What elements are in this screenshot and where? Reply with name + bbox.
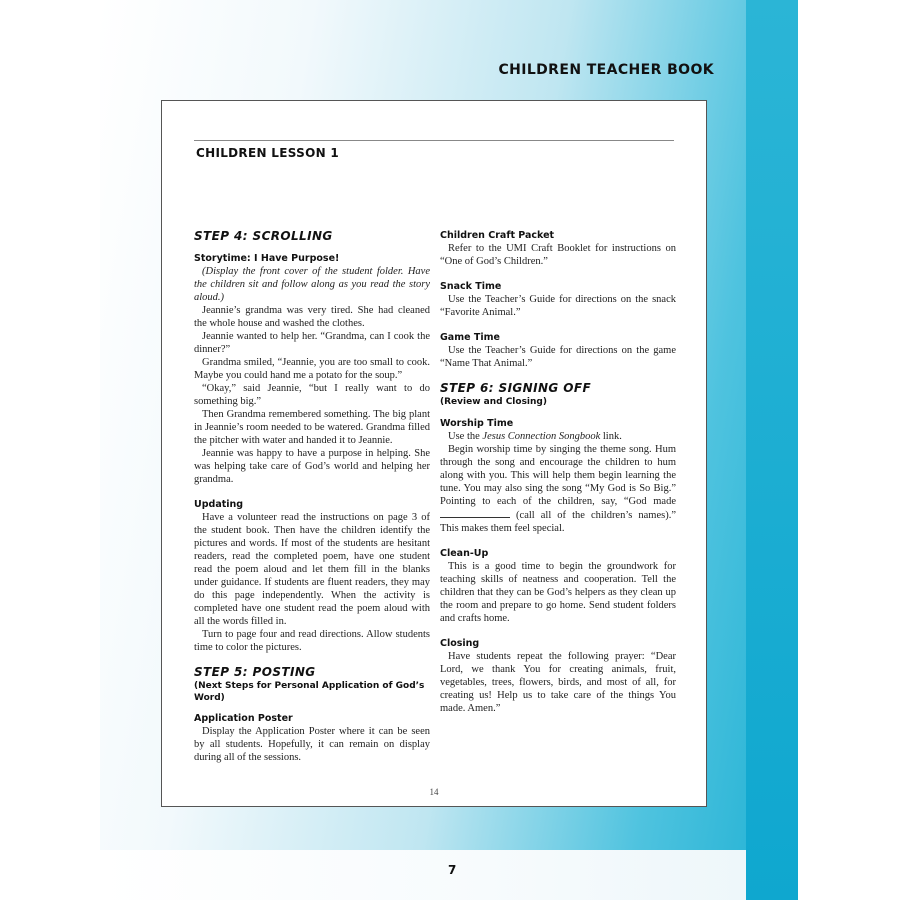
storytime-heading: Storytime: I Have Purpose! bbox=[194, 253, 340, 264]
story-paragraph: (Display the front cover of the student folder. Have the children sit and follow along as you read the story aloud.) bbox=[194, 266, 430, 303]
left-column bbox=[194, 229, 430, 764]
story-paragraph: Grandma smiled, “Jeannie, you are too small to cook. Maybe you could hand me a potato for the soup.” bbox=[194, 357, 430, 381]
story-paragraph: Jeannie’s grandma was very tired. She had cleaned the whole house and washed the clothes. bbox=[194, 305, 430, 329]
closing-heading: Closing bbox=[440, 638, 480, 649]
worship-text: Begin worship time by singing the theme song. Hum through the song and encourage the children to hum along with you. This will help them begin learning the tune. You may also sing the song “My God is So Big.” Pointing to each of the children, say, “God made (call all of the children’s names).” This makes them feel special. bbox=[440, 444, 677, 534]
closing-text: Have students repeat the following prayer: “Dear Lord, we thank You for creating animals, fruit, vegetables, trees, flowers, birds, and most of all, for creating us! Help us to take care of the things You made. Amen.” bbox=[440, 651, 676, 714]
application-poster-text: Display the Application Poster where it can be seen by all students. Hopefully, it can remain on display during all of the sessions. bbox=[194, 726, 430, 763]
snack-heading: Snack Time bbox=[440, 281, 502, 292]
updating-paragraph: Have a volunteer read the instructions on page 3 of the student book. Then have the children identify the pictures and words. If most of the students are hesitant readers, read the completed poem, have one student read the poem aloud and let them fill in the blanks under guidance. If students are fluent readers, they may do this page independently. When the activity is completed have one student read the poem aloud with all the words filled in. bbox=[194, 512, 430, 627]
story-paragraph: Jeannie wanted to help her. “Grandma, can I cook the dinner?” bbox=[194, 331, 430, 355]
updating-paragraph: Turn to page four and read directions. Allow students time to color the pictures. bbox=[194, 629, 430, 653]
cleanup-heading: Clean-Up bbox=[440, 548, 489, 559]
step5-subtitle: (Next Steps for Personal Application of God’s Word) bbox=[194, 681, 425, 703]
story-paragraph: Jeannie was happy to have a purpose in helping. She was helping take care of God’s world and helping her grandma. bbox=[194, 448, 430, 485]
background-footer bbox=[100, 850, 746, 900]
fill-in-blank bbox=[440, 508, 510, 518]
game-heading: Game Time bbox=[440, 332, 500, 343]
lesson-title: CHILDREN LESSON 1 bbox=[196, 146, 340, 160]
page-number: 7 bbox=[448, 863, 457, 877]
lesson-page bbox=[161, 100, 707, 807]
cleanup-text: This is a good time to begin the groundwork for teaching skills of neatness and cooperation. Tell the children that they can be God’s helpers as they clean up the room and prepare to go home. Send student folders and crafts home. bbox=[440, 561, 676, 624]
header-rule bbox=[194, 140, 674, 141]
step4-title: STEP 4: SCROLLING bbox=[194, 229, 333, 243]
songbook-title: Jesus Connection Songbook bbox=[482, 431, 601, 442]
story-paragraph: Then Grandma remembered something. The big plant in Jeannie’s room needed to be watered. Grandma filled the pitcher with water and handed it to Jeannie. bbox=[194, 409, 430, 446]
craft-heading: Children Craft Packet bbox=[440, 230, 555, 241]
updating-heading: Updating bbox=[194, 499, 244, 510]
folio-number: 14 bbox=[429, 787, 439, 797]
application-poster-heading: Application Poster bbox=[194, 713, 293, 724]
story-paragraph: “Okay,” said Jeannie, “but I really want to do something big.” bbox=[194, 383, 430, 407]
right-color-strip bbox=[746, 0, 798, 900]
worship-heading: Worship Time bbox=[440, 418, 514, 429]
game-text: Use the Teacher’s Guide for directions on the game “Name That Animal.” bbox=[440, 345, 676, 369]
book-title: CHILDREN TEACHER BOOK bbox=[498, 62, 714, 78]
snack-text: Use the Teacher’s Guide for directions on the snack “Favorite Animal.” bbox=[440, 294, 676, 318]
step6-title: STEP 6: SIGNING OFF bbox=[440, 381, 592, 395]
step5-title: STEP 5: POSTING bbox=[194, 665, 316, 679]
craft-text: Refer to the UMI Craft Booklet for instructions on “One of God’s Children.” bbox=[440, 243, 676, 267]
right-column bbox=[440, 229, 676, 715]
worship-use-line: Use the Jesus Connection Songbook link. bbox=[448, 431, 622, 442]
step6-subtitle: (Review and Closing) bbox=[440, 397, 547, 407]
